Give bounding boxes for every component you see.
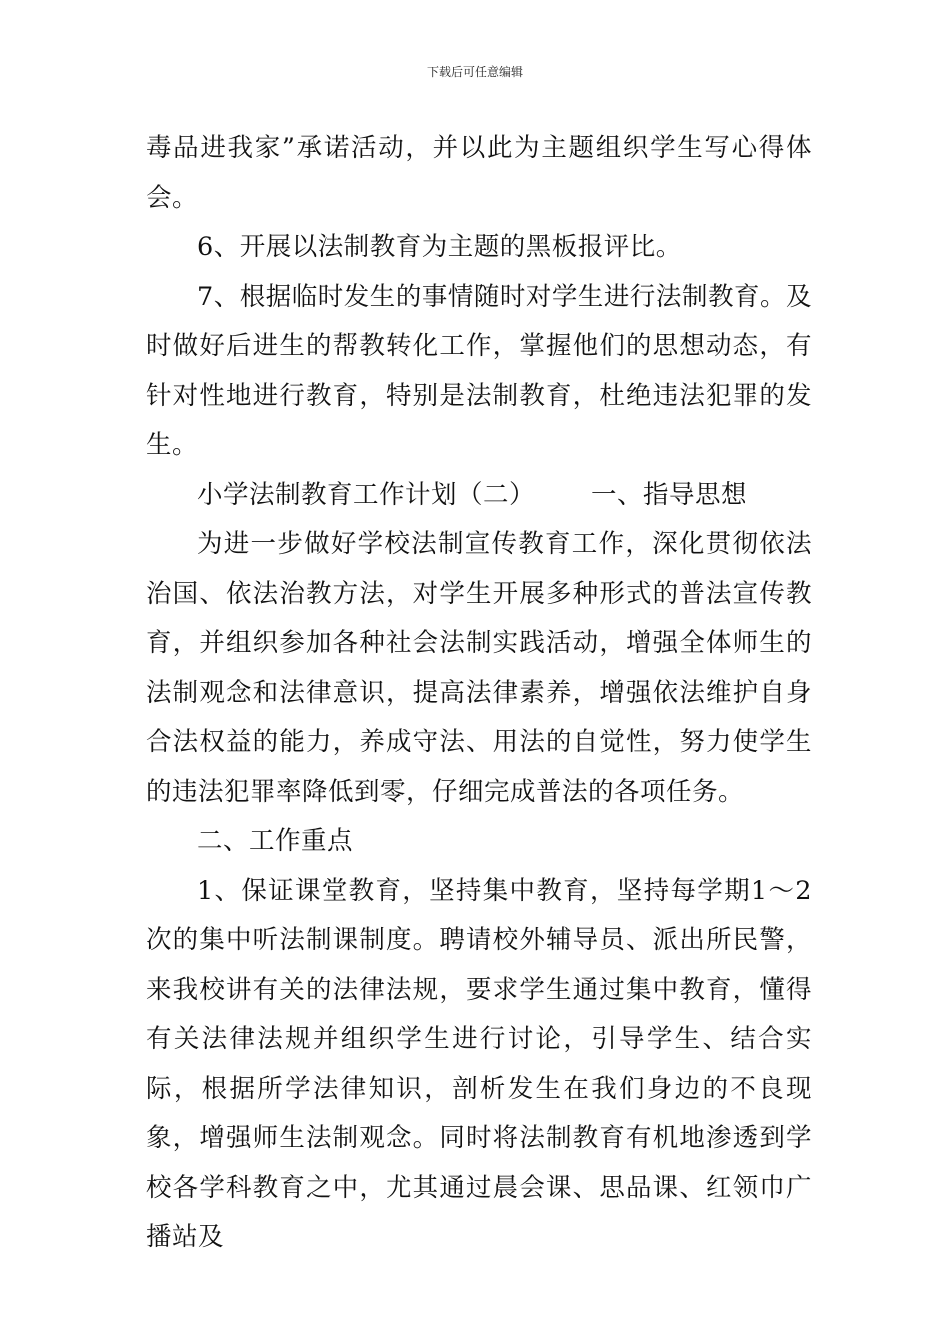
guiding-ideology-heading: 一、指导思想 — [591, 479, 748, 510]
page-header: 下载后可任意编辑 — [426, 65, 523, 79]
plan-title: 小学法制教育工作计划（二） — [197, 479, 536, 510]
paragraph-timely-education: 7、根据临时发生的事情随时对学生进行法制教育。及时做好后进生的帮教转化工作，掌握他们的思想动态，有针对性地进行教育，特别是法制教育，杜绝违法犯罪的发生。 — [146, 281, 812, 460]
section-heading-line — [146, 471, 812, 521]
paragraph-anti-drug-pledge: 毒品进我家”承诺活动，并以此为主题组织学生写心得体会。 — [146, 133, 812, 213]
paragraph-blackboard-contest: 6、开展以法制教育为主题的黑板报评比。 — [197, 232, 682, 262]
paragraph-guiding-ideology: 为进一步做好学校法制宣传教育工作，深化贯彻依法治国、依法治教方法，对学生开展多种形式的普法宣传教育，并组织参加各种社会法制实践活动，增强全体师生的法制观念和法律意识，提高法律素养，增强依法维护自身合法权益的能力，养成守法、用法的自觉性，努力使学生的违法犯罪率降低到零，仔细完成普法的各项任务。 — [146, 529, 812, 807]
work-focus-heading: 二、工作重点 — [197, 826, 354, 856]
document-body — [146, 124, 812, 1263]
paragraph-classroom-education: 1、保证课堂教育，坚持集中教育，坚持每学期1～2次的集中听法制课制度。聘请校外辅导员、派出所民警，来我校讲有关的法律法规，要求学生通过集中教育，懂得有关法律法规并组织学生进行讨论，引导学生、结合实际，根据所学法律知识，剖析发生在我们身边的不良现象，增强师生法制观念。同时将法制教育有机地渗透到学校各学科教育之中，尤其通过晨会课、思品课、红领巾广播站及 — [146, 875, 812, 1252]
